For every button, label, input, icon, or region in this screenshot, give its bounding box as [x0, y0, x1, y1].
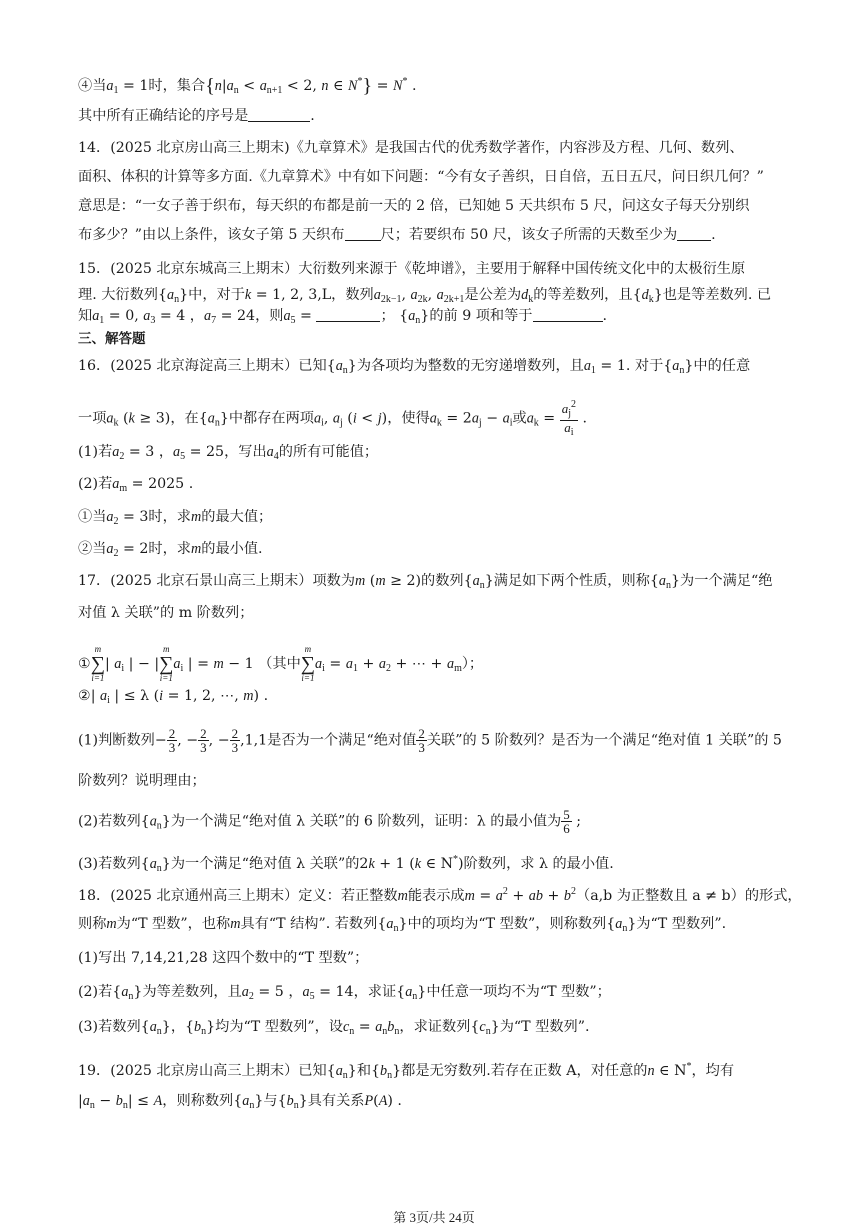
text: 布多少？”由以上条件，该女子第 5 天织布	[78, 227, 345, 243]
text: . 对于	[625, 358, 664, 374]
text: (2)若	[78, 476, 113, 492]
text: （其中	[258, 656, 301, 672]
text: 关联”的 5 阶数列？是否为一个满足“绝对值 1 关联”的 5	[426, 732, 782, 749]
text: (3)若数列	[78, 856, 141, 872]
text: 面积、体积的计算等多方面.《九章算术》中有如下问题：“今有女子善织，日自倍，五日五尺，问日织几何？”	[78, 169, 764, 185]
text: (1)若	[78, 444, 113, 460]
conclusion-line: 其中所有正确结论的序号是 .	[78, 108, 315, 124]
text: (1)写出 7,14,21,28 这四个数中的“T 型数”；	[78, 950, 369, 966]
text: 时，集合	[148, 78, 206, 94]
text: （a,b 为正整数且 a ≠ b）的形式，	[576, 888, 802, 904]
text: 为“T 型数列”.	[636, 916, 727, 932]
text: 16．(2025 北京海淀高三上期末）已知	[78, 358, 327, 374]
q17-condition-1: ① m ∑ i=1 | $a_i$ | − | m ∑ i=1 $a_i$ | = m − 1 （其中 m ∑ i=1 $a_i = a_1 + a_2$ + ⋯ + $a_m$）；	[78, 644, 484, 683]
text: 一项	[78, 410, 107, 427]
text: 的最大值；	[201, 509, 273, 525]
q14-line-1	[78, 138, 744, 158]
answer-blank	[677, 226, 711, 241]
q19-line-2: $|a_n - b_n| \le A$，则称数列$\{a_n\}$与$\{b_n\}$具有关系P(A) .	[78, 1093, 402, 1111]
answer-blank	[248, 107, 310, 122]
text: ，求证数列	[399, 1019, 471, 1035]
text: 为各项均为整数的无穷递增数列，且	[356, 358, 584, 374]
q16-line-1: 16．(2025 北京海淀高三上期末）已知$\{a_n\}$为各项均为整数的无穷递增数列，且$a_1 = 1$. 对于$\{a_n\}$中的任意	[78, 358, 751, 376]
q17-line-2	[78, 603, 253, 623]
text: 满足如下两个性质，则称	[493, 573, 650, 589]
text: 的数列	[421, 573, 464, 589]
text: ④当	[78, 78, 107, 94]
text: (3)若数列	[78, 1019, 141, 1035]
answer-blank	[316, 307, 380, 322]
text: 时，求	[148, 541, 191, 557]
text: 18．(2025 北京通州高三上期末）定义：若正整数	[78, 888, 398, 904]
q19-line-1: 19．(2025 北京房山高三上期末）已知$\{a_n\}$和$\{b_n\}$都是无穷数列.若存在正数 A，对任意的n ∈ N*，均有	[78, 1061, 735, 1081]
text: 三、解答题	[78, 331, 146, 347]
q16-case-2: ②当$a_2 = 2$时，求m的最小值.	[78, 541, 263, 559]
text: 中的项均为“T 型数”，则称数列	[407, 916, 607, 932]
page-footer: 第 3页/共 24页	[393, 1210, 475, 1225]
q17-part-3: (3)若数列$\{a_n\}$为一个满足“绝对值 λ 关联”的2k + 1 (k ∈ N*)阶数列，求 λ 的最小值.	[78, 854, 614, 874]
text: 的最小值.	[201, 541, 263, 557]
q18-part-3: (3)若数列$\{a_n\}$，$\{b_n\}$均为“T 型数列”，设$c_n = a_nb_n$，求证数列$\{c_n\}$为“T 型数列”.	[78, 1019, 590, 1037]
text: 是公差为	[464, 287, 522, 303]
text: 阶数列，求 λ 的最小值.	[463, 856, 614, 872]
text: 中的任意	[693, 358, 751, 374]
text: 都是无穷数列.若存在正数 A，对任意的	[401, 1063, 648, 1079]
text: 或	[512, 410, 527, 427]
text: ，均有	[691, 1063, 735, 1079]
text: ①当	[78, 509, 107, 525]
text: ，则称数列	[162, 1093, 234, 1109]
text: 理. 大衍数列	[78, 287, 158, 303]
q18-part-1	[78, 948, 368, 968]
q16-part-2: (2)若$a_m = 2025$ .	[78, 476, 194, 494]
q16-part-1: (1)若$a_2 = 3$ ，$a_5 = 25$，写出$a_4$的所有可能值；	[78, 444, 379, 462]
statement-item-4: ④当$a_1 = 1$时，集合{$n|a_n < a_{n+1} < 2$, n ∈ N*} = N* .	[78, 75, 417, 97]
text: 与	[263, 1093, 278, 1109]
text: 的等差数列，且	[533, 287, 633, 303]
text: 为“T 型数”，也称	[116, 916, 231, 932]
answer-blank	[345, 226, 381, 241]
q16-line-2: 一项$a_k$ (k ≥ 3)，在$\{a_n\}$中都存在两项$a_i$, $a_j$ (i < j)，使得$a_k = 2a_j - a_i$或$a_k$ = $\frac{a_j^2}{a_i}$ .	[78, 399, 588, 438]
text: ，数列	[331, 287, 374, 303]
text: 知	[78, 308, 93, 324]
text: ，求证	[353, 984, 397, 1000]
text: ，在	[170, 410, 199, 427]
text: ）；	[461, 656, 484, 672]
q14-line-3	[78, 196, 749, 216]
text: 尺；若要织布 50 尺，该女子所需的天数至少为	[380, 227, 678, 243]
text: ②当	[78, 541, 107, 557]
text: 14．(2025 北京房山高三上期末)《九章算术》是我国古代的优秀数学著作，内容涉及方程、几何、数列、	[78, 140, 744, 156]
text: 阶数列？说明理由；	[78, 773, 206, 789]
text: 17．(2025 北京石景山高三上期末）项数为	[78, 573, 356, 589]
q17-part-1: (1)判断数列− $\frac{2}{3}$ , − $\frac{2}{3}$ , − $\frac{2}{3}$ ,1,1是否为一个满足“绝对值 $\frac{2}{3}$ 关联”的 5 阶数列？是否为一个满足“绝对值 1 关联”的 5	[78, 726, 782, 755]
q17-part-1-cont	[78, 771, 206, 791]
text: 其中所有正确结论的序号是	[78, 108, 249, 124]
text: (2)若	[78, 984, 113, 1000]
q18-line-1: 18．(2025 北京通州高三上期末）定义：若正整数m能表示成$m = a^2$ + ab + $b^2(a,b$ 为正整数且 a ≠ b）的形式，	[78, 886, 802, 904]
text: 对值 λ 关联”的 m 阶数列；	[78, 605, 254, 621]
q18-part-2: (2)若$\{a_n\}$为等差数列，且$a_2 = 5$ ，$a_5 = 14$，求证$\{a_n\}$中任意一项均不为“T 型数”；	[78, 984, 611, 1002]
q17-part-2: (2)若数列$\{a_n\}$为一个满足“绝对值 λ 关联”的 6 阶数列，证明：λ 的最小值为 $\frac{5}{6}$ ;	[78, 807, 582, 836]
text: 意思是：“一女子善于织布，每天织的布都是前一天的 2 倍，已知她 5 天共织布 5 尺，问这女子每天分别织	[78, 198, 750, 214]
text: 为一个满足“绝	[680, 573, 773, 589]
q14-line-4: 布多少？”由以上条件，该女子第 5 天织布 尺；若要织布 50 尺，该女子所需的天数至少为 .	[78, 227, 716, 243]
text: (2)若数列	[78, 813, 141, 830]
text: 则称	[78, 916, 107, 932]
text: 中任意一项均不为“T 型数”；	[426, 984, 611, 1000]
text: 中都存在两项	[228, 410, 314, 427]
text: 也是等差数列. 已	[662, 287, 772, 303]
text: 为一个满足“绝对值 λ 关联”的	[170, 856, 360, 872]
q17-condition-2: ②| $a_i$ | ≤ λ (i = 1, 2, ⋯, m) .	[78, 688, 269, 706]
q16-case-1: ①当$a_2 = 3$时，求m的最大值；	[78, 509, 273, 527]
text: 为“T 型数列”.	[499, 1019, 590, 1035]
q15-line-3: 知$a_1 = 0$, $a_3 = 4$ ，$a_7 = 24$，则$a_5$ = ； $\{a_n\}$的前 9 项和等于 .	[78, 308, 608, 326]
text: 具有关系	[307, 1093, 365, 1109]
text: 为一个满足“绝对值 λ 关联”的 6 阶数列，证明：λ 的最小值为	[170, 813, 562, 830]
q15-line-1	[78, 259, 745, 279]
text: 的所有可能值；	[278, 444, 379, 460]
text: 时，求	[148, 509, 191, 525]
text: ，写出	[224, 444, 267, 460]
q15-line-2: 理. 大衍数列$\{a_n\}$中，对于k = 1, 2, 3,L，数列$a_{2k-1}$, $a_{2k}$, $a_{2k+1}$是公差为$d_k$的等差数列，且$\{d_k\}$也是等差数列. 已	[78, 287, 772, 305]
text: 15．(2025 北京东城高三上期末）大衍数列来源于《乾坤谱》，主要用于解释中国传统文化中的太极衍生原	[78, 261, 746, 277]
text: 是否为一个满足“绝对值	[267, 732, 417, 749]
q18-line-2: 则称m为“T 型数”，也称m具有“T 结构”. 若数列$\{a_n\}$中的项均为“T 型数”，则称数列$\{a_n\}$为“T 型数列”.	[78, 916, 727, 934]
q17-line-1: 17．(2025 北京石景山高三上期末）项数为m (m ≥ 2)的数列$\{a_n\}$满足如下两个性质，则称$\{a_n\}$为一个满足“绝	[78, 573, 773, 591]
answer-blank	[533, 307, 603, 322]
text: 均为“T 型数列”，设	[215, 1019, 343, 1035]
text: ，使得	[387, 410, 430, 427]
text: 为等差数列，且	[142, 984, 242, 1000]
q14-line-2	[78, 167, 764, 187]
section-heading	[78, 329, 146, 349]
text: ，则	[255, 308, 284, 324]
text: 能表示成	[407, 888, 465, 904]
text: (1)判断数列	[78, 732, 155, 749]
text: 19．(2025 北京房山高三上期末）已知	[78, 1063, 327, 1079]
text: 和	[356, 1063, 372, 1079]
text: 具有“T 结构”. 若数列	[240, 916, 378, 932]
text: 的前 9 项和等于	[429, 308, 533, 324]
text: 中，对于	[188, 287, 245, 303]
